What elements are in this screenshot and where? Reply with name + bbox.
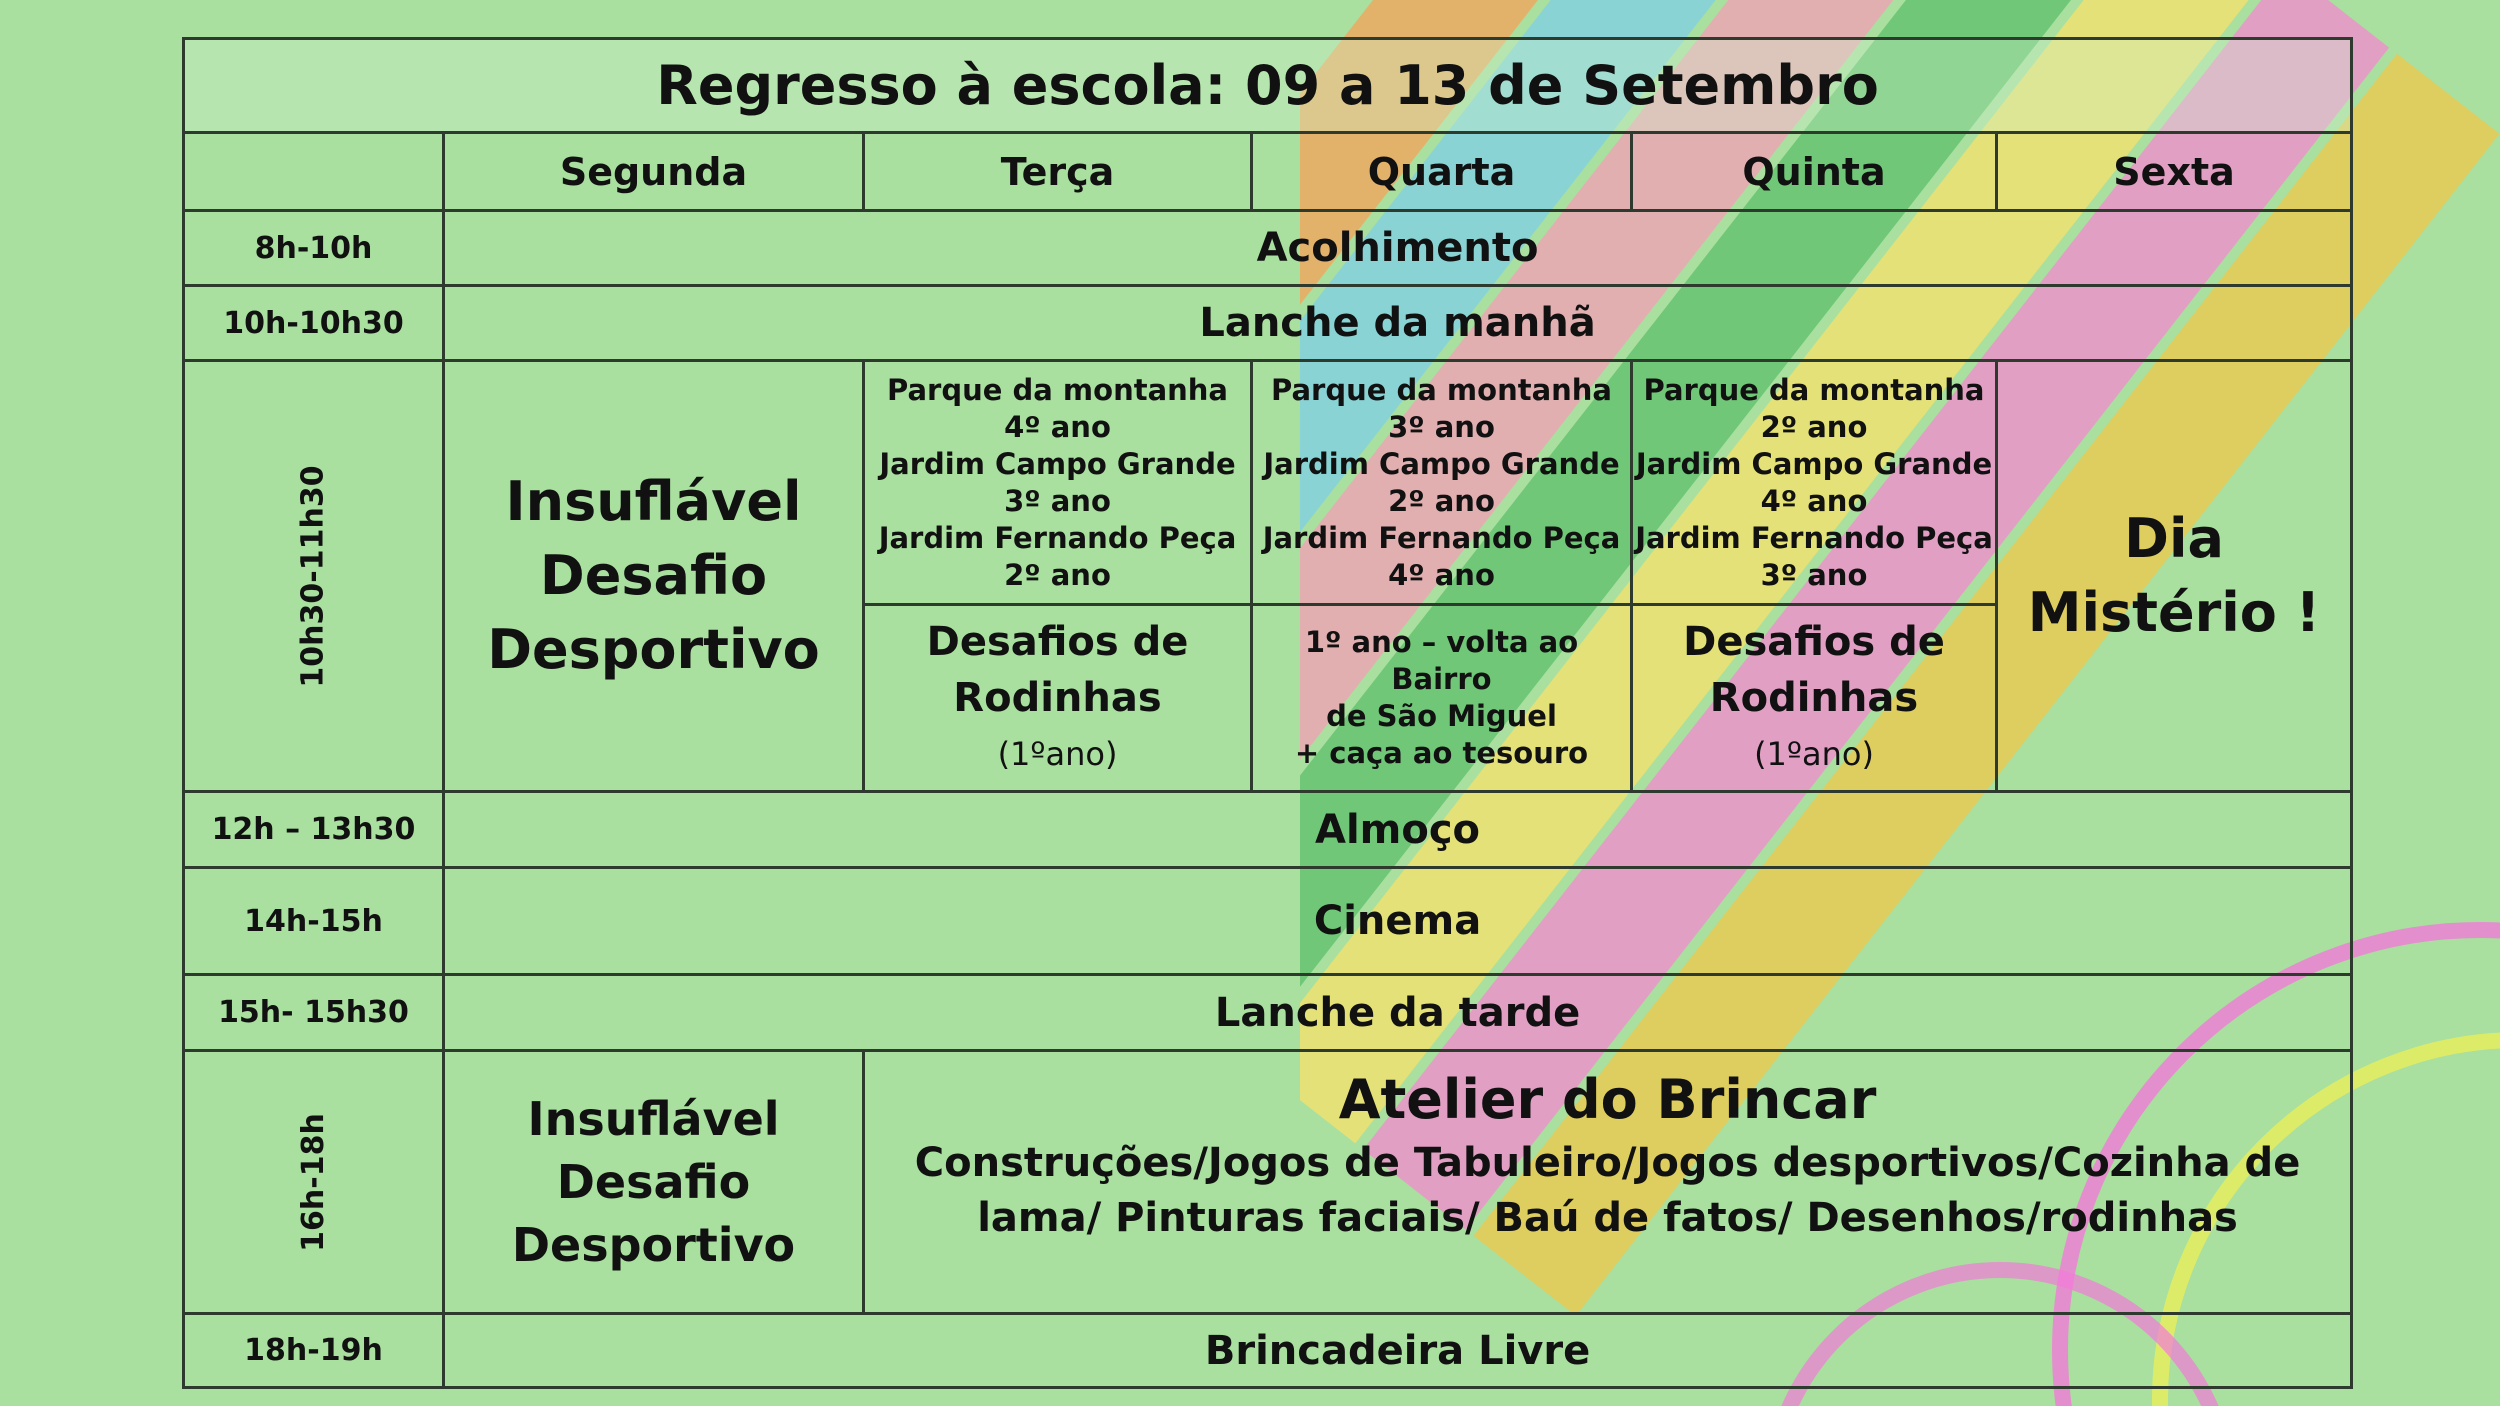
place: Jardim Campo Grande (1635, 446, 1993, 481)
day-header-quarta: Quarta (1252, 133, 1632, 211)
segunda-afternoon-activity (444, 1051, 864, 1314)
activity-cinema: Cinema (444, 868, 2352, 975)
year: 4º ano (1760, 483, 1868, 518)
day-header-sexta: Sexta (1997, 133, 2352, 211)
activity-line: Desportivo (511, 1217, 796, 1272)
place: Jardim Campo Grande (1263, 446, 1620, 481)
terca-desafios-rodinhas (864, 605, 1252, 792)
year: 4º ano (1388, 557, 1495, 592)
place: Jardim Campo Grande (879, 446, 1236, 481)
activity-note: (1ºano) (997, 735, 1118, 773)
place: Jardim Fernando Peça (1262, 520, 1621, 555)
time-18h-19h: 18h-19h (184, 1314, 444, 1388)
activity-line: Desportivo (487, 618, 820, 681)
activity-almoco: Almoço (444, 792, 2352, 868)
time-15h-15h30: 15h- 15h30 (184, 975, 444, 1051)
day-header-segunda: Segunda (444, 133, 864, 211)
schedule-table (182, 37, 2353, 1389)
segunda-morning-activity (444, 361, 864, 792)
atelier-activities-line-2: lama/ Pinturas faciais/ Baú de fatos/ Desenhos/rodinhas (977, 1195, 2238, 1241)
place: Parque da montanha (886, 372, 1229, 407)
quinta-desafios-rodinhas (1632, 605, 1997, 792)
activity-line: + caça ao tesouro (1294, 736, 1589, 770)
quarta-volta-bairro (1252, 605, 1632, 792)
activity-line: Insuflável (527, 1091, 780, 1146)
time-12h-13h30: 12h – 13h30 (184, 792, 444, 868)
atelier-do-brincar (864, 1051, 2352, 1314)
year: 2º ano (1760, 409, 1868, 444)
activity-line: Mistério ! (2027, 581, 2321, 644)
time-label: 16h-18h (295, 1112, 331, 1252)
quinta-outing (1632, 361, 1997, 605)
place: Parque da montanha (1643, 372, 1985, 407)
activity-line: Desafio (539, 544, 768, 607)
activity-line: Rodinhas (1709, 675, 1919, 721)
place: Parque da montanha (1270, 372, 1613, 407)
time-14h-15h: 14h-15h (184, 868, 444, 975)
time-label: 10h30-11h30 (295, 464, 331, 688)
activity-line: Rodinhas (953, 675, 1162, 721)
year: 2º ano (1388, 483, 1495, 518)
activity-line: Insuflável (505, 470, 802, 533)
page-title: Regresso à escola: 09 a 13 de Setembro (184, 39, 2352, 133)
year: 3º ano (1004, 483, 1111, 518)
activity-line: Desafios de (926, 619, 1189, 665)
time-10h-10h30: 10h-10h30 (184, 286, 444, 361)
year: 4º ano (1004, 409, 1111, 444)
time-10h30-11h30 (184, 361, 444, 792)
quarta-outing (1252, 361, 1632, 605)
place: Jardim Fernando Peça (1635, 520, 1993, 555)
activity-line: 1º ano – volta ao Bairro (1304, 625, 1579, 696)
sexta-dia-misterio (1997, 361, 2352, 792)
place: Jardim Fernando Peça (878, 520, 1237, 555)
activity-note: (1ºano) (1754, 735, 1874, 773)
year: 3º ano (1760, 557, 1868, 592)
day-header-terca: Terça (864, 133, 1252, 211)
year: 2º ano (1004, 557, 1111, 592)
time-8h-10h: 8h-10h (184, 211, 444, 286)
empty-header-cell (184, 133, 444, 211)
activity-line: Dia (2124, 507, 2224, 570)
atelier-activities-line-1: Construções/Jogos de Tabuleiro/Jogos desportivos/Cozinha de (914, 1140, 2301, 1186)
day-header-quinta: Quinta (1632, 133, 1997, 211)
activity-lanche-tarde: Lanche da tarde (444, 975, 2352, 1051)
atelier-title: Atelier do Brincar (1338, 1068, 1877, 1131)
year: 3º ano (1388, 409, 1495, 444)
activity-line: Desafio (556, 1154, 751, 1209)
activity-line: de São Miguel (1326, 699, 1557, 733)
activity-acolhimento: Acolhimento (444, 211, 2352, 286)
activity-line: Desafios de (1683, 619, 1945, 665)
activity-lanche-manha: Lanche da manhã (444, 286, 2352, 361)
terca-outing (864, 361, 1252, 605)
activity-brincadeira-livre: Brincadeira Livre (444, 1314, 2352, 1388)
time-16h-18h (184, 1051, 444, 1314)
